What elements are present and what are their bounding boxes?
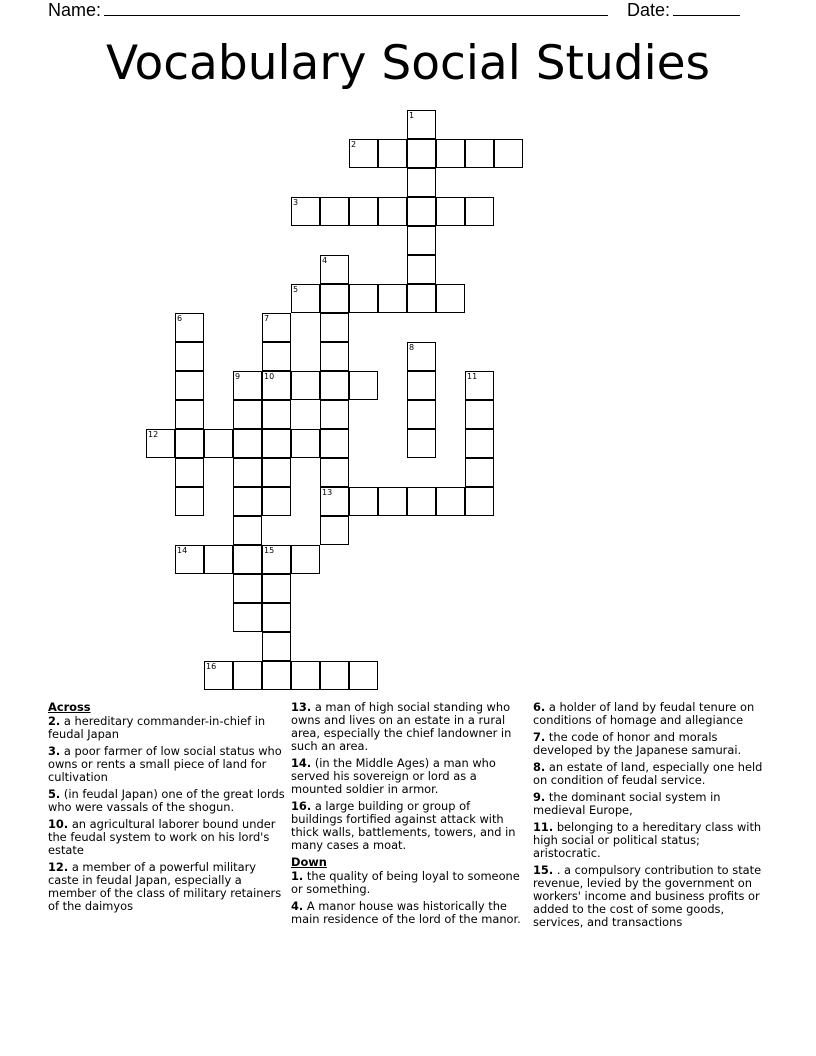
grid-cell[interactable] [262,371,291,400]
clues-column-2 [291,699,523,930]
grid-cell[interactable] [233,603,262,632]
clue-number: 13 [322,488,333,497]
grid-cell[interactable] [407,429,436,458]
name-label: Name: [48,0,102,20]
clue-number-label: 8. [533,760,546,774]
grid-cell[interactable] [349,139,378,168]
grid-cell[interactable] [291,197,320,226]
clue-number-label: 15. [533,863,554,877]
clue-item [533,864,769,929]
grid-cell[interactable] [291,545,320,574]
grid-cell[interactable] [262,400,291,429]
clue-item [48,745,286,784]
clue-number: 5 [293,285,299,294]
grid-cell[interactable] [465,458,494,487]
clue-item [533,821,769,860]
clue-number: 6 [177,314,183,323]
grid-cell[interactable] [349,284,378,313]
grid-cell[interactable] [146,429,175,458]
grid-cell[interactable] [233,458,262,487]
clue-text: a member of a powerful military caste in feudal Japan, especially a member of the class of military retainers of the daimyos [48,860,282,913]
clue-text: the quality of being loyal to someone or something. [291,869,520,896]
grid-cell[interactable] [436,284,465,313]
clue-item [291,900,523,926]
grid-cell[interactable] [320,255,349,284]
clue-text: a poor farmer of low social status who owns or rents a small piece of land for cultivation [48,744,282,784]
clue-text: . a compulsory contribution to state revenue, levied by the government on workers' income and business profits or added to the cost of some goods, services, and transactions [533,863,762,929]
clue-text: the dominant social system in medieval Europe, [533,790,721,817]
grid-cell[interactable] [175,342,204,371]
grid-cell[interactable] [320,458,349,487]
clue-text: an estate of land, especially one held on condition of feudal service. [533,760,763,787]
grid-cell[interactable] [175,429,204,458]
grid-cell[interactable] [407,226,436,255]
clue-number: 9 [235,372,241,381]
across-heading: Across [48,700,91,714]
grid-cell[interactable] [262,545,291,574]
clue-number-label: 12. [48,860,69,874]
clue-number-label: 3. [48,744,61,758]
grid-cell[interactable] [291,661,320,690]
clue-number: 15 [264,546,275,555]
clue-number: 4 [322,256,328,265]
clue-number: 3 [293,198,299,207]
grid-cell[interactable] [320,429,349,458]
clue-item [291,800,523,852]
grid-cell[interactable] [465,139,494,168]
grid-cell[interactable] [465,371,494,400]
clue-number-label: 7. [533,730,546,744]
clue-text: a hereditary commander-in-chief in feudal Japan [48,714,266,741]
grid-cell[interactable] [378,139,407,168]
grid-cell[interactable] [407,371,436,400]
grid-cell[interactable] [291,371,320,400]
grid-cell[interactable] [233,661,262,690]
grid-cell[interactable] [349,371,378,400]
clue-item [533,701,769,727]
grid-cell[interactable] [407,139,436,168]
clue-number-label: 10. [48,817,69,831]
grid-cell[interactable] [262,574,291,603]
date-label: Date: [627,0,671,20]
grid-cell[interactable] [233,516,262,545]
grid-cell[interactable] [233,574,262,603]
clue-text: a man of high social standing who owns and lives on an estate in a rural area, especially the chief landowner in such an area. [291,700,512,753]
clue-number: 11 [467,372,478,381]
clue-text: belonging to a hereditary class with high social or political status; aristocratic. [533,820,762,860]
grid-cell[interactable] [204,545,233,574]
grid-cell[interactable] [262,458,291,487]
grid-cell[interactable] [175,313,204,342]
clue-number: 8 [409,343,415,352]
grid-cell[interactable] [320,284,349,313]
clue-number-label: 13. [291,700,312,714]
clue-text: A manor house was historically the main residence of the lord of the manor. [291,899,521,926]
grid-cell[interactable] [233,545,262,574]
grid-cell[interactable] [291,284,320,313]
grid-cell[interactable] [436,487,465,516]
grid-cell[interactable] [465,197,494,226]
grid-cell[interactable] [291,429,320,458]
clue-number-label: 6. [533,700,546,714]
clue-number-label: 5. [48,787,61,801]
grid-cell[interactable] [320,371,349,400]
page-title: Vocabulary Social Studies [105,36,711,91]
grid-cell[interactable] [320,342,349,371]
grid-cell[interactable] [204,661,233,690]
clue-number-label: 4. [291,899,304,913]
clue-text: (in feudal Japan) one of the great lords who were vassals of the shogun. [48,787,285,814]
clues-column-3 [533,699,769,933]
grid-cell[interactable] [407,197,436,226]
clue-number: 16 [206,662,217,671]
grid-cell[interactable] [262,342,291,371]
clue-number: 10 [264,372,275,381]
grid-cell[interactable] [465,487,494,516]
grid-cell[interactable] [320,313,349,342]
grid-cell[interactable] [407,284,436,313]
grid-cell[interactable] [407,255,436,284]
grid-cell[interactable] [378,197,407,226]
grid-cell[interactable] [407,400,436,429]
grid-cell[interactable] [407,110,436,139]
clue-item [291,701,523,753]
clue-number: 14 [177,546,188,555]
grid-cell[interactable] [262,603,291,632]
clue-item [533,731,769,757]
clue-number-label: 16. [291,799,312,813]
grid-cell[interactable] [436,139,465,168]
clues-column-1 [48,699,286,917]
grid-cell[interactable] [262,487,291,516]
grid-cell[interactable] [349,487,378,516]
down-heading: Down [291,855,327,869]
grid-cell[interactable] [378,487,407,516]
grid-cell[interactable] [175,545,204,574]
grid-cell[interactable] [262,313,291,342]
grid-cell[interactable] [233,487,262,516]
grid-cell[interactable] [378,284,407,313]
clue-text: (in the Middle Ages) a man who served his sovereign or lord as a mounted soldier in armor. [291,756,496,796]
grid-cell[interactable] [407,342,436,371]
clue-number: 7 [264,314,270,323]
grid-cell[interactable] [175,400,204,429]
grid-cell[interactable] [204,429,233,458]
grid-cell[interactable] [175,458,204,487]
clue-item [48,788,286,814]
grid-cell[interactable] [320,661,349,690]
grid-cell[interactable] [175,371,204,400]
grid-cell[interactable] [436,197,465,226]
grid-cell[interactable] [175,487,204,516]
clue-item [48,715,286,741]
clue-text: a large building or group of buildings fortified against attack with thick walls, battlements, towers, and in many cases a moat. [291,799,516,852]
grid-cell[interactable] [349,661,378,690]
clue-number: 1 [409,111,415,120]
clue-item [533,761,769,787]
clue-item [291,757,523,796]
clue-item [48,861,286,913]
grid-cell[interactable] [407,487,436,516]
grid-cell[interactable] [320,197,349,226]
clue-number-label: 9. [533,790,546,804]
grid-cell[interactable] [233,429,262,458]
grid-cell[interactable] [494,139,523,168]
clue-number-label: 1. [291,869,304,883]
clue-number: 12 [148,430,159,439]
grid-cell[interactable] [465,400,494,429]
grid-cell[interactable] [349,197,378,226]
clue-item [291,870,523,896]
clue-number: 2 [351,140,357,149]
grid-cell[interactable] [320,400,349,429]
clue-item [48,818,286,857]
grid-cell[interactable] [320,516,349,545]
clue-item [533,791,769,817]
grid-cell[interactable] [407,168,436,197]
grid-cell[interactable] [320,487,349,516]
clue-text: a holder of land by feudal tenure on conditions of homage and allegiance [533,700,755,727]
grid-cell[interactable] [233,400,262,429]
clue-number-label: 11. [533,820,554,834]
grid-cell[interactable] [262,661,291,690]
grid-cell[interactable] [465,429,494,458]
grid-cell[interactable] [233,371,262,400]
clue-number-label: 2. [48,714,61,728]
clue-number-label: 14. [291,756,312,770]
grid-cell[interactable] [262,632,291,661]
grid-cell[interactable] [262,429,291,458]
clue-text: the code of honor and morals developed by the Japanese samurai. [533,730,742,757]
clue-text: an agricultural laborer bound under the feudal system to work on his lord's estate [48,817,276,857]
